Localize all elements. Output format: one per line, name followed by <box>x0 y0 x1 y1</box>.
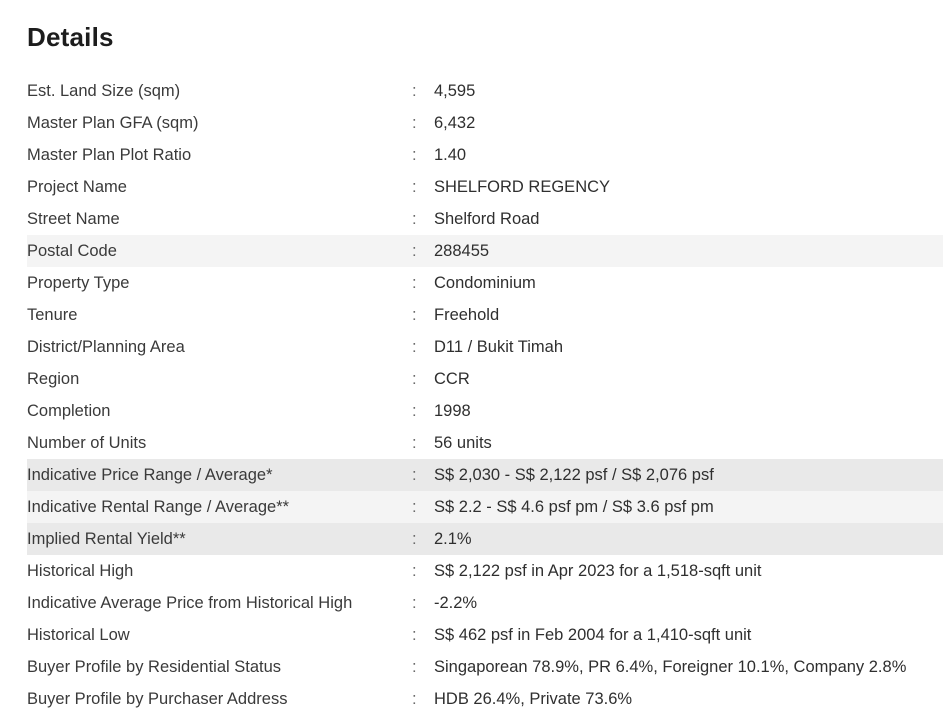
row-label: Tenure <box>27 306 78 325</box>
row-value: S$ 2,030 - S$ 2,122 psf / S$ 2,076 psf <box>434 466 714 485</box>
row-label: District/Planning Area <box>27 338 185 357</box>
row-value: 56 units <box>434 434 492 453</box>
row-separator: : <box>412 82 417 101</box>
row-separator: : <box>412 658 417 677</box>
row-value: SHELFORD REGENCY <box>434 178 611 197</box>
row-value: 4,595 <box>434 82 476 101</box>
table-row <box>27 651 943 683</box>
details-table-body <box>27 75 943 715</box>
row-label: Master Plan Plot Ratio <box>27 146 192 165</box>
row-separator: : <box>412 530 417 549</box>
row-separator: : <box>412 146 417 165</box>
row-separator: : <box>412 498 417 517</box>
row-label: Region <box>27 370 80 389</box>
row-value: S$ 2,122 psf in Apr 2023 for a 1,518-sqft unit <box>434 562 762 581</box>
row-label: Completion <box>27 402 111 421</box>
row-value: -2.2% <box>434 594 478 613</box>
row-label: Implied Rental Yield** <box>27 530 186 549</box>
row-label: Master Plan GFA (sqm) <box>27 114 199 133</box>
row-separator: : <box>412 210 417 229</box>
table-row <box>27 555 943 587</box>
table-row <box>27 75 943 107</box>
row-separator: : <box>412 434 417 453</box>
row-value: HDB 26.4%, Private 73.6% <box>434 690 633 709</box>
row-value: Singaporean 78.9%, PR 6.4%, Foreigner 10.1%, Company 2.8% <box>434 658 907 677</box>
table-row <box>27 107 943 139</box>
row-label: Postal Code <box>27 242 117 261</box>
table-row <box>27 683 943 715</box>
row-separator: : <box>412 114 417 133</box>
table-row <box>27 491 943 523</box>
row-value: D11 / Bukit Timah <box>434 338 563 357</box>
table-row <box>27 619 943 651</box>
row-label: Indicative Average Price from Historical High <box>27 594 353 613</box>
table-row <box>27 459 943 491</box>
row-separator: : <box>412 466 417 485</box>
row-value: Shelford Road <box>434 210 540 229</box>
row-separator: : <box>412 626 417 645</box>
row-separator: : <box>412 338 417 357</box>
row-value: CCR <box>434 370 470 389</box>
row-label: Number of Units <box>27 434 147 453</box>
table-row <box>27 139 943 171</box>
row-label: Est. Land Size (sqm) <box>27 82 181 101</box>
table-row <box>27 203 943 235</box>
table-row <box>27 363 943 395</box>
row-value: 2.1% <box>434 530 472 549</box>
row-label: Street Name <box>27 210 120 229</box>
row-label: Buyer Profile by Residential Status <box>27 658 282 677</box>
row-separator: : <box>412 274 417 293</box>
row-label: Property Type <box>27 274 130 293</box>
table-row <box>27 523 943 555</box>
row-label: Project Name <box>27 178 127 197</box>
table-row <box>27 331 943 363</box>
table-row <box>27 427 943 459</box>
row-value: Freehold <box>434 306 500 325</box>
row-separator: : <box>412 370 417 389</box>
row-separator: : <box>412 178 417 197</box>
table-row <box>27 267 943 299</box>
row-value: 1.40 <box>434 146 467 165</box>
row-value: S$ 2.2 - S$ 4.6 psf pm / S$ 3.6 psf pm <box>434 498 714 517</box>
table-row <box>27 299 943 331</box>
table-row <box>27 171 943 203</box>
details-table <box>27 75 943 715</box>
row-value: 6,432 <box>434 114 476 133</box>
row-separator: : <box>412 690 417 709</box>
row-value: 1998 <box>434 402 471 421</box>
row-separator: : <box>412 242 417 261</box>
row-separator: : <box>412 594 417 613</box>
row-value: S$ 462 psf in Feb 2004 for a 1,410-sqft unit <box>434 626 752 645</box>
row-label: Indicative Price Range / Average* <box>27 466 273 485</box>
row-separator: : <box>412 562 417 581</box>
table-row <box>27 395 943 427</box>
row-label: Historical High <box>27 562 134 581</box>
row-value: 288455 <box>434 242 490 261</box>
row-value: Condominium <box>434 274 536 293</box>
table-row <box>27 235 943 267</box>
row-separator: : <box>412 402 417 421</box>
page-title: Details <box>27 22 114 52</box>
row-label: Buyer Profile by Purchaser Address <box>27 690 288 709</box>
table-row <box>27 587 943 619</box>
row-separator: : <box>412 306 417 325</box>
row-label: Indicative Rental Range / Average** <box>27 498 290 517</box>
row-label: Historical Low <box>27 626 130 645</box>
